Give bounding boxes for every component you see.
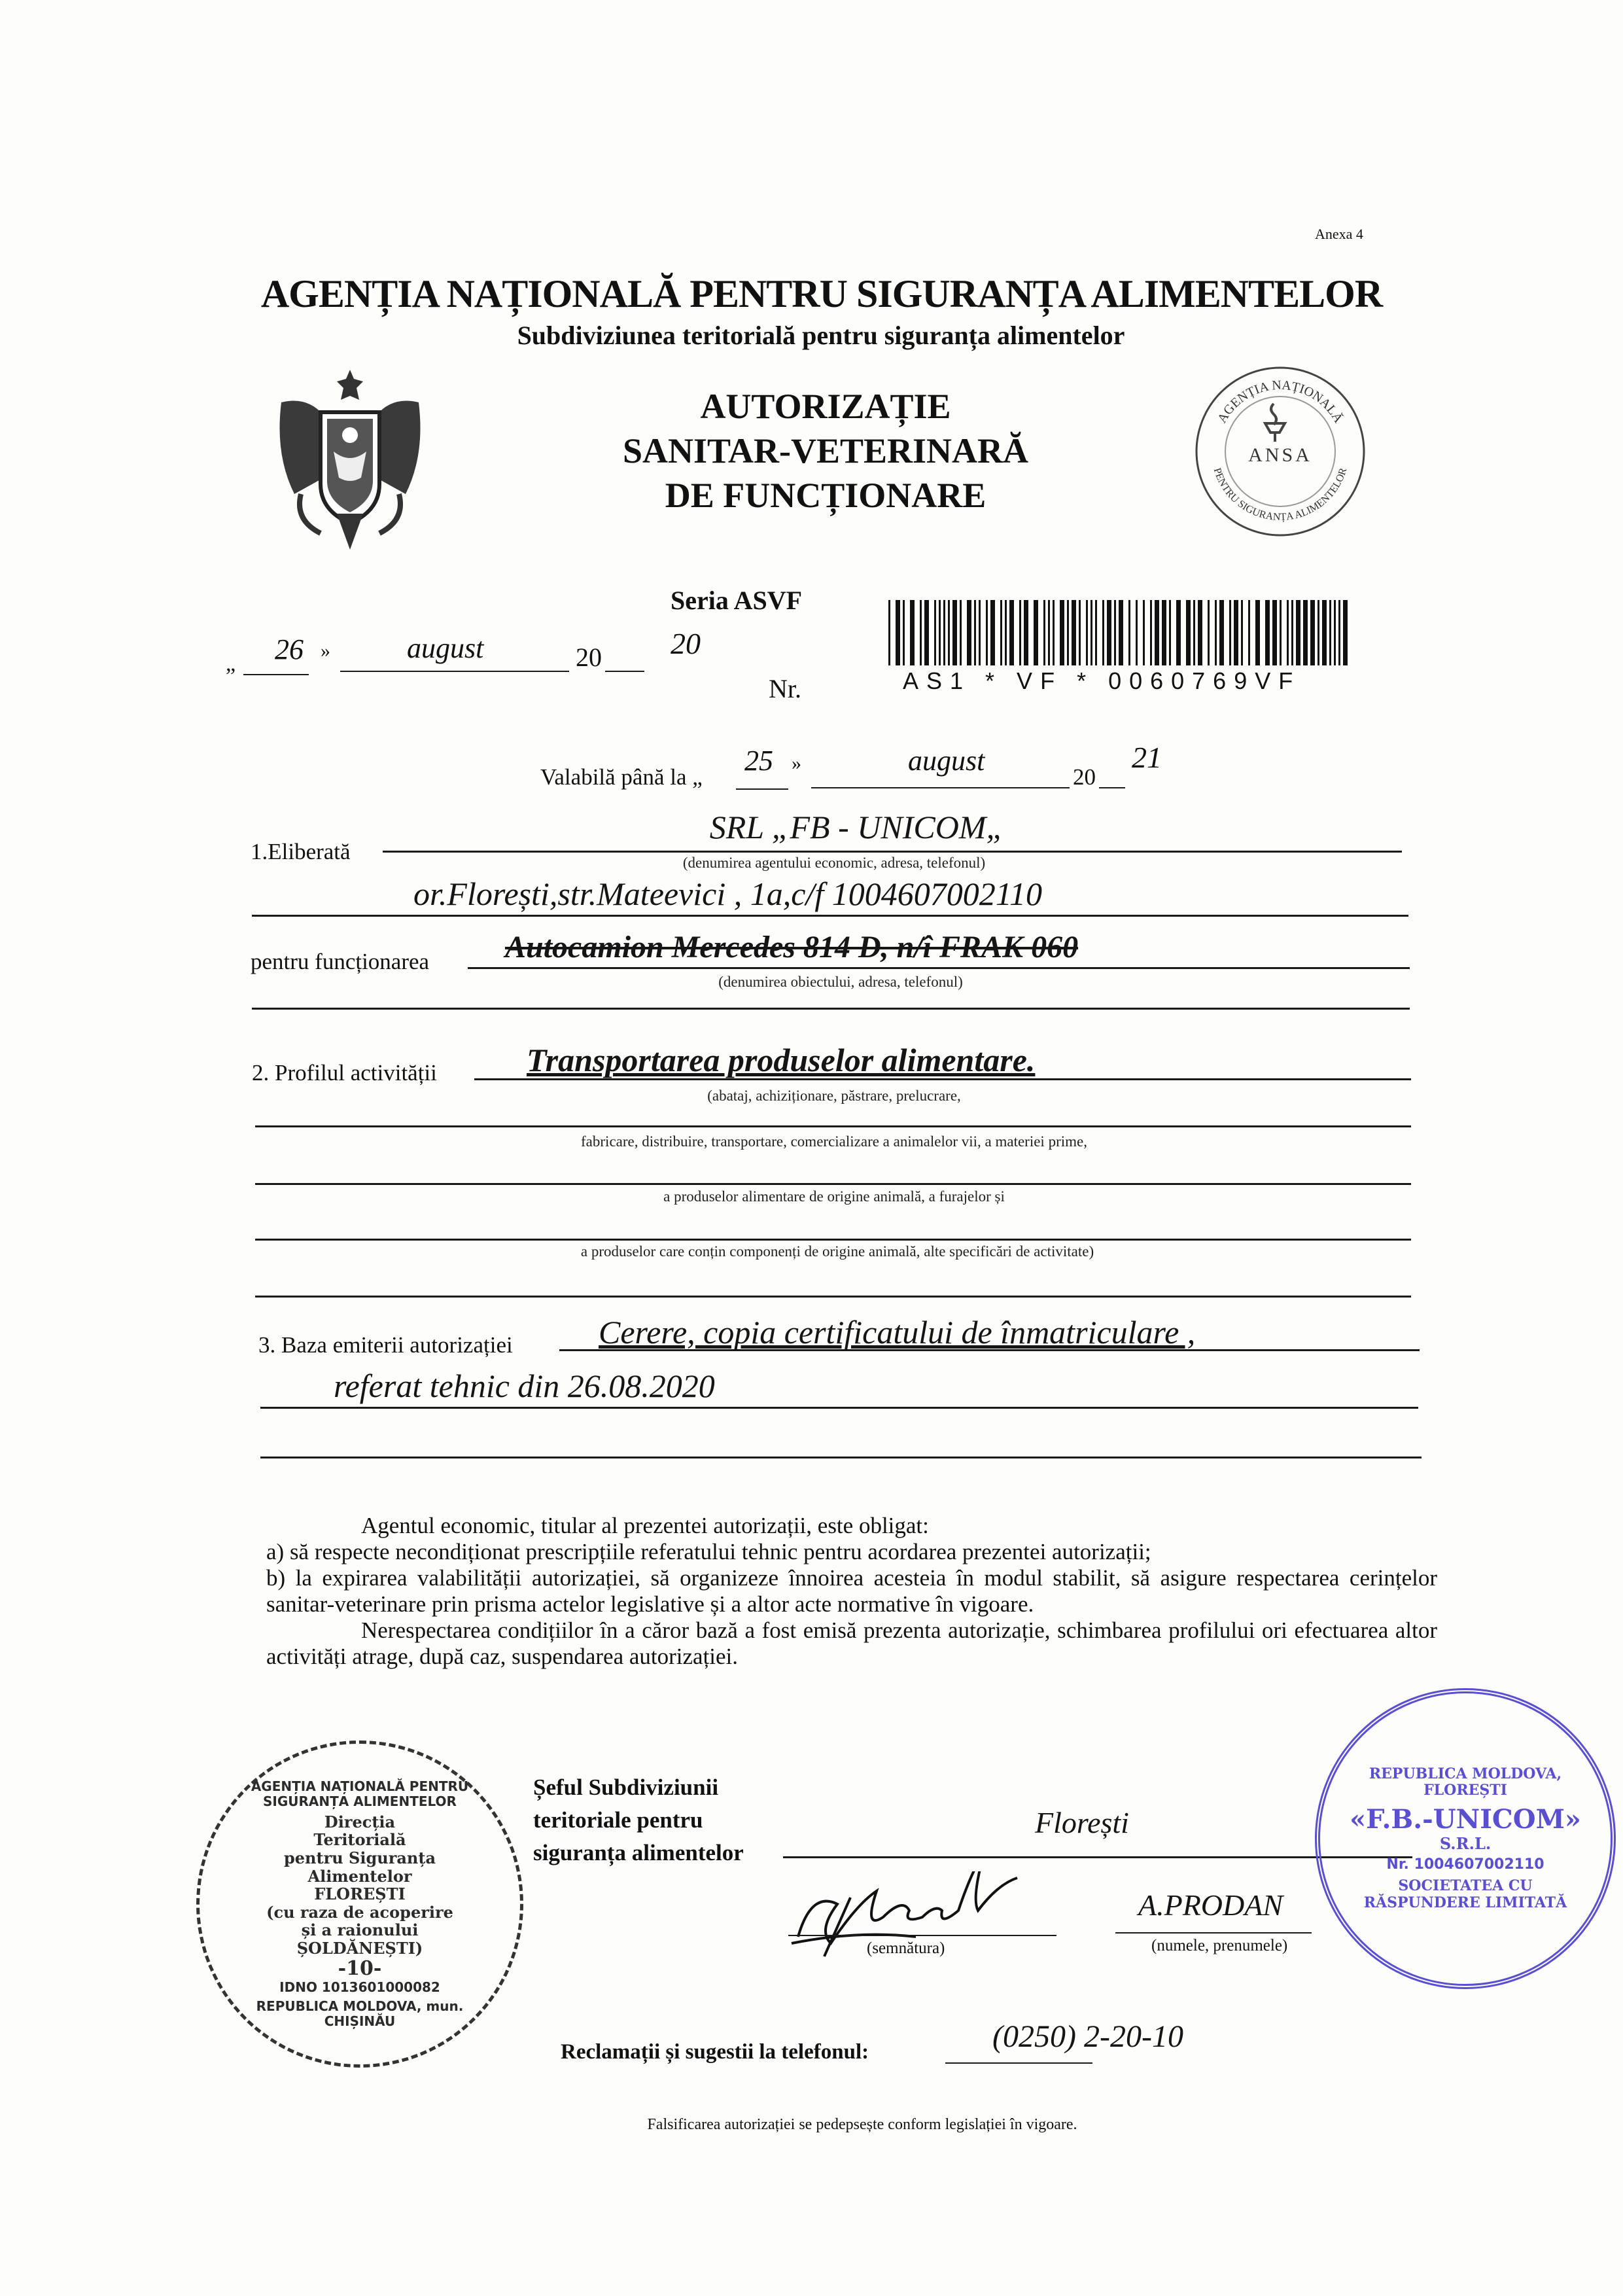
company-stamp-ring-bottom: SOCIETATEA CU RĂSPUNDERE LIMITATĂ (1363, 1877, 1567, 1911)
company-stamp (1315, 1688, 1616, 1989)
barcode-bar (1053, 600, 1055, 665)
barcode-bar (1102, 600, 1104, 665)
barcode-bar (1338, 600, 1340, 665)
issue-date-century: 20 (576, 643, 602, 672)
barcode-bar (1343, 600, 1348, 665)
barcode-bar (1334, 600, 1336, 665)
barcode-bar (1255, 600, 1260, 665)
agency-title: AGENȚIA NAȚIONALĂ PENTRU SIGURANȚA ALIMENTELOR (260, 272, 1383, 315)
company-stamp-type: S.R.L. (1439, 1833, 1492, 1853)
activity-hint-3: a produselor alimentare de origine animală, a furajelor și (663, 1188, 1005, 1205)
barcode-bar (903, 600, 905, 665)
barcode-bar (1019, 600, 1021, 665)
issue-date-close-quote: » (321, 640, 330, 662)
barcode-bar (979, 600, 981, 665)
operation-value: Autocamion Mercedes 814 D, n/î FRAK 060 (505, 930, 1079, 964)
barcode-bar (1095, 600, 1097, 665)
barcode-bar (1248, 600, 1250, 665)
barcode-bar (1229, 600, 1231, 665)
basis-value-line1: Cerere, copia certificatului de înmatriculare , (599, 1314, 1196, 1351)
basis-value-line2: referat tehnic din 26.08.2020 (334, 1368, 715, 1404)
barcode-bar (986, 600, 988, 665)
valid-until-century: 20 (1073, 764, 1096, 790)
valid-until-month: august (908, 745, 985, 777)
activity-hint-4: a produselor care conțin componenți de origine animală, alte specificări de activitate) (580, 1243, 1094, 1260)
barcode-bar (934, 600, 936, 665)
barcode-bar (1009, 600, 1014, 665)
activity-profile-value: Transportarea produselor alimentare. (527, 1042, 1036, 1078)
barcode-bar (1198, 600, 1202, 665)
stamp-line: Direcția (324, 1812, 396, 1831)
barcode-bar (952, 600, 957, 665)
ansa-logo (1192, 363, 1369, 540)
barcode-bar (1114, 600, 1116, 665)
document-title-line3: DE FUNCȚIONARE (665, 476, 986, 515)
annex-label: Anexa 4 (1315, 226, 1363, 242)
barcode-bar (1150, 600, 1152, 665)
contact-phone: (0250) 2-20-10 (992, 2019, 1183, 2054)
signatory-name-hint: (numele, prenumele) (1151, 1937, 1288, 1954)
barcode-bar (896, 600, 900, 665)
barcode-bar (1024, 600, 1028, 665)
barcode-bar (1048, 600, 1050, 665)
barcode-text: AS1 * VF * 0060769VF (903, 667, 1301, 694)
barcode-bar (1155, 600, 1159, 665)
issued-label: 1.Eliberată (251, 839, 351, 864)
barcode-bar (1176, 600, 1181, 665)
series-label: Seria ASVF (671, 586, 803, 615)
barcode-bar (990, 600, 995, 665)
barcode-bar (1303, 600, 1308, 665)
barcode-bar (948, 600, 950, 665)
stamp-line: -10- (338, 1956, 382, 1980)
barcode-bar (1329, 600, 1331, 665)
barcode-bar (939, 600, 941, 665)
valid-until-year: 21 (1132, 741, 1162, 774)
barcode-bar (1265, 600, 1270, 665)
signature-hint: (semnătura) (867, 1939, 945, 1957)
barcode-bar (1107, 600, 1111, 665)
barcode-bar (888, 600, 890, 665)
barcode-bar (1034, 600, 1038, 665)
ansa-initials: ANSA (1248, 444, 1312, 466)
subdivision-title: Subdiviziunea teritorială pentru siguranța alimentelor (517, 321, 1125, 350)
barcode (888, 600, 1350, 665)
barcode-bar (1136, 600, 1138, 665)
company-stamp-ring: REPUBLICA MOLDOVA, FLOREȘTI (1369, 1765, 1562, 1799)
ansa-logo-top-text: AGENȚIA NAȚIONALĂ (1215, 378, 1346, 426)
barcode-bar (1067, 600, 1069, 665)
stamp-idno: IDNO 1013601000082 (279, 1979, 440, 1996)
barcode-bar (1086, 600, 1088, 665)
barcode-bar (924, 600, 929, 665)
nr-label: Nr. (769, 674, 801, 703)
barcode-bar (1318, 600, 1319, 665)
document-title-line1: AUTORIZAȚIE (700, 387, 951, 426)
barcode-bar (1296, 600, 1300, 665)
signatory-name: A.PRODAN (1138, 1888, 1283, 1922)
barcode-bar (1322, 600, 1327, 665)
barcode-bar (943, 600, 945, 665)
barcode-bar (910, 600, 915, 665)
barcode-bar (1060, 600, 1064, 665)
issue-date-year: 20 (671, 627, 701, 660)
barcode-bar (1291, 600, 1293, 665)
basis-label: 3. Baza emiterii autorizației (258, 1332, 513, 1358)
barcode-bar (1215, 600, 1217, 665)
obligations-text (266, 1513, 1437, 1670)
valid-until-close-quote: » (792, 752, 801, 774)
barcode-bar (1143, 600, 1145, 665)
stamp-ring-text: AGENȚIA NAȚIONALĂ PENTRU SIGURANȚA ALIMENTELOR (251, 1778, 469, 1809)
barcode-bar (1280, 600, 1282, 665)
barcode-bar (1119, 600, 1123, 665)
penalty-text: Nerespectarea condițiilor în a căror bază a fost emisă prezenta autorizație, schimbarea profilului ori efectuarea altor activități atrage, după caz, suspendarea autorizației. (266, 1617, 1437, 1669)
svg-text:PENTRU SIGURANȚA ALIMENTELOR (1212, 467, 1350, 523)
barcode-bar (1234, 600, 1238, 665)
company-stamp-name: «F.B.-UNICOM» (1350, 1803, 1581, 1835)
barcode-bar (1128, 600, 1130, 665)
company-stamp-number: Nr. 1004607002110 (1386, 1856, 1544, 1873)
coat-of-arms-icon (268, 363, 432, 553)
barcode-bar (1072, 600, 1076, 665)
barcode-bar (1208, 600, 1210, 665)
stamp-line: ȘOLDĂNEȘTI) (296, 1939, 423, 1958)
contact-label: Reclamații și sugestii la telefonul: (561, 2040, 869, 2064)
stamp-line: Alimentelor (307, 1866, 412, 1886)
activity-hint-1: (abataj, achiziționare, păstrare, prelucrare, (707, 1087, 961, 1104)
stamp-line: pentru Siguranța (284, 1848, 436, 1868)
barcode-bar (1310, 600, 1315, 665)
operation-label: pentru funcționarea (251, 949, 430, 974)
stamp-ring-bottom-text: REPUBLICA MOLDOVA, mun. CHIȘINĂU (256, 1998, 464, 2030)
barcode-bar (1169, 600, 1171, 665)
valid-until-label: Valabilă până la „ (540, 764, 703, 790)
activity-hint-2: fabricare, distribuire, transportare, comercializare a animalelor vii, a materiei prime, (581, 1133, 1087, 1150)
ansa-logo-bottom-text: PENTRU SIGURANȚA ALIMENTELOR (1211, 467, 1350, 523)
ansa-territorial-stamp (196, 1740, 523, 2068)
barcode-bar (967, 600, 971, 665)
forgery-warning: Falsificarea autorizației se pedepsește conform legislației în vigoare. (647, 2116, 1077, 2133)
barcode-bar (1193, 600, 1195, 665)
barcode-bar (1091, 600, 1092, 665)
chief-label-line3: siguranța alimentelor (533, 1840, 744, 1865)
obligations-intro: Agentul economic, titular al prezentei autorizații, este obligat: (361, 1513, 929, 1538)
valid-until-day: 25 (744, 745, 773, 777)
barcode-bar (1043, 600, 1045, 665)
svg-text:AGENȚIA NAȚIONALĂ (1215, 378, 1346, 426)
chief-label-line2: teritoriale pentru (533, 1807, 703, 1833)
location-value: Florești (1035, 1806, 1129, 1839)
issued-hint: (denumirea agentului economic, adresa, telefonul) (682, 855, 986, 871)
barcode-bar (1272, 600, 1277, 665)
barcode-bar (1005, 600, 1007, 665)
obligation-a: a) să respecte necondiționat prescripțiile referatului tehnic pentru acordarea prezentei autorizații; (266, 1539, 1151, 1564)
stamp-line: Teritorială (313, 1830, 406, 1850)
barcode-bar (1186, 600, 1191, 665)
obligation-b: b) la expirarea valabilității autorizației, să organizeze înnoirea acesteia în modul stabilit, să asigure respectarea cerințelor sanitar-veterinare prin prisma actelor legislative și a altor acte normative în vigoare. (266, 1565, 1437, 1617)
document-title-line2: SANITAR-VETERINARĂ (622, 431, 1029, 470)
address-value: or.Florești,str.Mateevici , 1a,c/f 1004607002110 (413, 875, 1043, 912)
issued-to-value: SRL „FB - UNICOM„ (709, 809, 1005, 845)
stamp-line: și a raionului (301, 1920, 419, 1940)
barcode-bar (1219, 600, 1224, 665)
barcode-bar (1162, 600, 1166, 665)
barcode-bar (1079, 600, 1081, 665)
barcode-bar (1287, 600, 1289, 665)
issue-date-day: 26 (275, 633, 304, 665)
barcode-bar (960, 600, 962, 665)
operation-hint: (denumirea obiectului, adresa, telefonul) (718, 974, 963, 990)
barcode-bar (974, 600, 976, 665)
stamp-line: (cu raza de acoperire (266, 1902, 453, 1922)
barcode-bar (1241, 600, 1243, 665)
issue-date-open-quote: „ (226, 652, 236, 676)
stamp-line: FLOREȘTI (314, 1884, 406, 1904)
barcode-bar (1000, 600, 1002, 665)
activity-profile-label: 2. Profilul activității (252, 1060, 437, 1086)
issue-date-month: august (407, 632, 484, 664)
chief-label-line1: Șeful Subdiviziunii (533, 1775, 719, 1800)
barcode-bar (920, 600, 922, 665)
